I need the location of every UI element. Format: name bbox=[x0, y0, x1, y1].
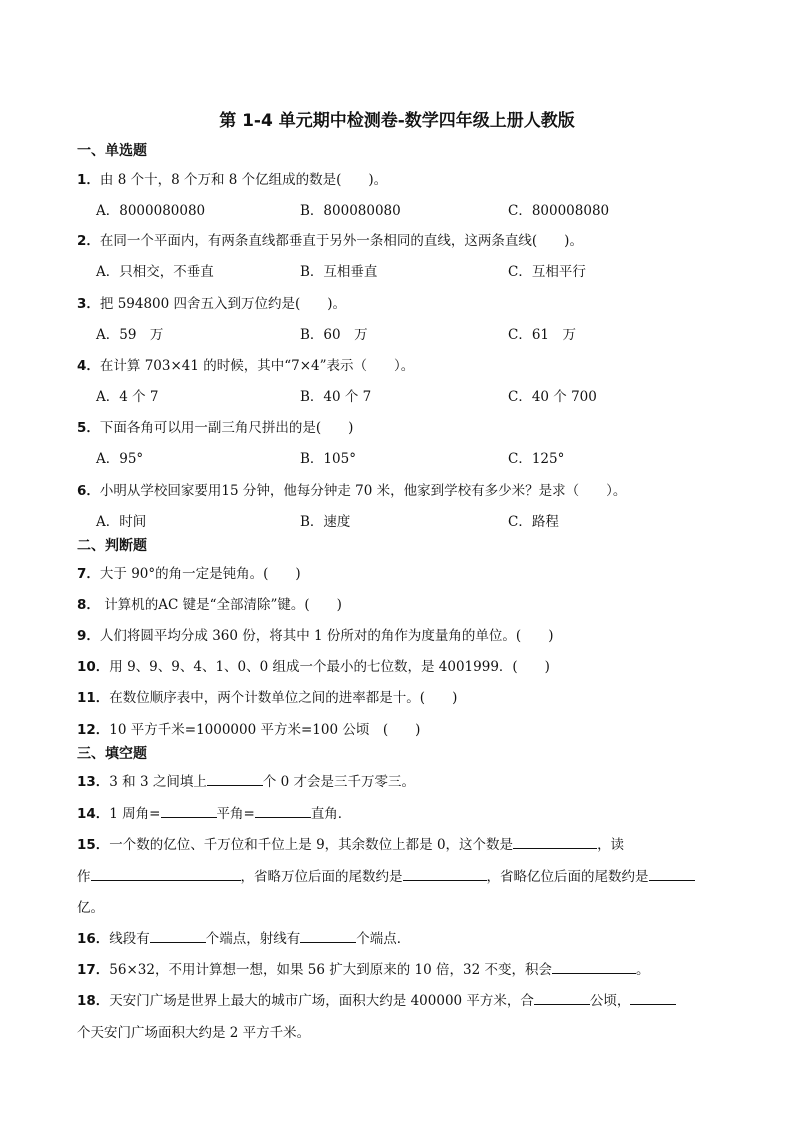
q2-option-c[interactable]: C．互相平行 bbox=[508, 264, 586, 280]
question-16: 16．线段有 个端点，射线有 个端点． bbox=[77, 927, 410, 947]
q3-option-c[interactable]: C．61 万 bbox=[508, 327, 577, 343]
q5-option-a[interactable]: A．95° bbox=[96, 451, 144, 467]
question-15-line-3: 亿。 bbox=[77, 900, 104, 916]
q4-option-c[interactable]: C．40 个 700 bbox=[508, 389, 597, 405]
answer-blank[interactable] bbox=[207, 771, 263, 786]
section-heading-fill-blank: 三、填空题 bbox=[77, 746, 147, 762]
q2-option-a[interactable]: A．只相交，不垂直 bbox=[96, 264, 214, 280]
q5-option-c[interactable]: C．125° bbox=[508, 451, 565, 467]
q6-option-b[interactable]: B．速度 bbox=[300, 514, 351, 530]
question-8: 8． 计算机的AC 键是“全部清除”键。( ) bbox=[77, 597, 342, 613]
q1-option-c[interactable]: C．800008080 bbox=[508, 203, 610, 219]
page-title: 第 1-4 单元期中检测卷-数学四年级上册人教版 bbox=[219, 111, 575, 131]
answer-blank[interactable] bbox=[255, 803, 311, 818]
question-3: 3．把 594800 四舍五入到万位约是( )。 bbox=[77, 296, 347, 312]
question-2: 2．在同一个平面内，有两条直线都垂直于另外一条相同的直线，这两条直线( )。 bbox=[77, 233, 583, 249]
q2-option-b[interactable]: B．互相垂直 bbox=[300, 264, 378, 280]
section-heading-true-false: 二、判断题 bbox=[77, 538, 147, 554]
q4-option-b[interactable]: B．40 个 7 bbox=[300, 389, 372, 405]
q6-option-a[interactable]: A．时间 bbox=[96, 514, 147, 530]
question-10: 10．用 9、9、9、4、1、0、0 组成一个最小的七位数，是 4001999．( ) bbox=[77, 659, 550, 675]
question-13: 13．3 和 3 之间填上 个 0 才会是三千万零三。 bbox=[77, 770, 415, 790]
q3-option-a[interactable]: A．59 万 bbox=[96, 327, 164, 343]
q6-option-c[interactable]: C．路程 bbox=[508, 514, 559, 530]
question-17: 17．56×32，不用计算想一想，如果 56 扩大到原来的 10 倍，32 不变，积会 。 bbox=[77, 958, 649, 978]
answer-blank[interactable] bbox=[630, 990, 676, 1005]
answer-blank[interactable] bbox=[161, 803, 217, 818]
question-18: 18．天安门广场是世界上最大的城市广场，面积大约是 400000 平方米，合 公顷， bbox=[77, 989, 676, 1009]
answer-blank[interactable] bbox=[150, 928, 206, 943]
answer-blank[interactable] bbox=[91, 866, 241, 881]
answer-blank[interactable] bbox=[403, 866, 487, 881]
answer-blank[interactable] bbox=[513, 834, 597, 849]
q3-option-b[interactable]: B．60 万 bbox=[300, 327, 368, 343]
question-6: 6．小明从学校回家要用15 分钟，他每分钟走 70 米，他家到学校有多少米？是求（ ）。 bbox=[77, 483, 627, 499]
question-11: 11．在数位顺序表中，两个计数单位之间的进率都是十。( ) bbox=[77, 690, 458, 706]
question-5: 5．下面各角可以用一副三角尺拼出的是( ) bbox=[77, 420, 354, 436]
answer-blank[interactable] bbox=[552, 959, 636, 974]
answer-blank[interactable] bbox=[649, 866, 695, 881]
answer-blank[interactable] bbox=[300, 928, 356, 943]
q1-option-a[interactable]: A．8000080080 bbox=[96, 203, 206, 219]
q5-option-b[interactable]: B．105° bbox=[300, 451, 356, 467]
question-14: 14．1 周角= 平角= 直角． bbox=[77, 802, 351, 822]
question-7: 7．大于 90°的角一定是钝角。( ) bbox=[77, 566, 301, 582]
question-15: 15．一个数的亿位、千万位和千位上是 9，其余数位上都是 0，这个数是 ，读 bbox=[77, 833, 624, 853]
q4-option-a[interactable]: A．4 个 7 bbox=[96, 389, 159, 405]
question-18-line-2: 个天安门广场面积大约是 2 平方千米。 bbox=[77, 1025, 311, 1041]
question-12: 12．10 平方千米=1000000 平方米=100 公顷 ( ) bbox=[77, 722, 421, 738]
question-9: 9．人们将圆平均分成 360 份，将其中 1 份所对的角作为度量角的单位。( ) bbox=[77, 628, 554, 644]
question-15-line-2: 作 ，省略万位后面的尾数约是 ，省略亿位后面的尾数约是 bbox=[77, 865, 695, 885]
section-heading-single-choice: 一、单选题 bbox=[77, 143, 147, 159]
answer-blank[interactable] bbox=[534, 990, 590, 1005]
question-1: 1．由 8 个十，8 个万和 8 个亿组成的数是( )。 bbox=[77, 172, 388, 188]
q1-option-b[interactable]: B．800080080 bbox=[300, 203, 401, 219]
question-4: 4．在计算 703×41 的时候，其中“7×4”表示（ ）。 bbox=[77, 358, 415, 374]
